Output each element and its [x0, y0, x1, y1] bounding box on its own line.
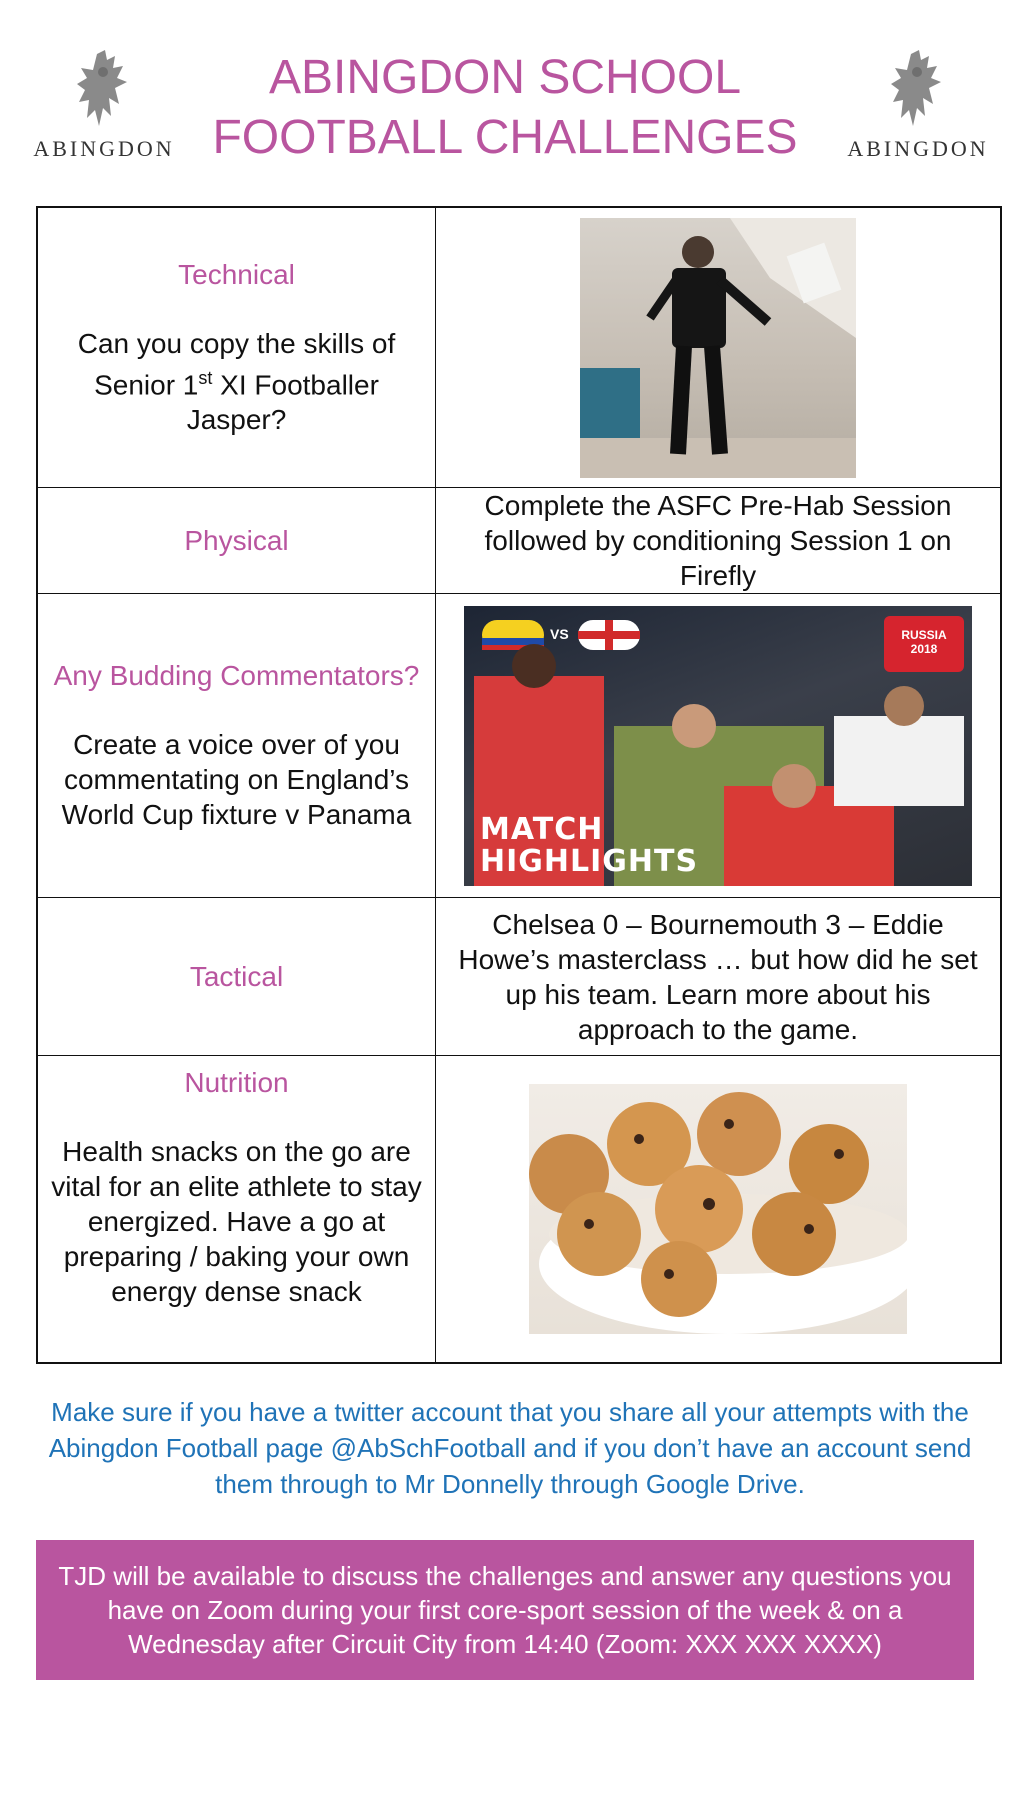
technical-description: Can you copy the skills of Senior 1st XI Footballer Jasper?: [77, 327, 396, 436]
title-line-2: FOOTBALL CHALLENGES: [212, 111, 798, 164]
physical-cell: [38, 488, 436, 594]
challenges-table: [36, 206, 1002, 1364]
zoom-info-text: TJD will be available to discuss the challenges and answer any questions you have on Zoom during your first core-sport session of the week & on a Wednesday after Circuit City from 14:40 (Zoom: XXX XXX XXXX): [58, 1561, 952, 1659]
commentators-description: Create a voice over of you commentating on England’s World Cup fixture v Panama: [61, 729, 412, 830]
energy-balls-photo: [529, 1084, 907, 1334]
title-line-1: ABINGDON SCHOOL: [268, 51, 742, 104]
category-tactical: Tactical: [189, 960, 284, 992]
griffin-crest-icon: [883, 48, 953, 134]
vs-label: VS: [550, 625, 569, 642]
commentators-cell: [38, 594, 436, 898]
nutrition-image-cell: [436, 1056, 1000, 1362]
logo-text: ABINGDON: [33, 136, 175, 161]
tactical-cell: [38, 898, 436, 1056]
twitter-note: Make sure if you have a twitter account that you share all your attempts with the Abingdon Football page @AbSchFootball and if you don’t have an account send them through to Mr Donnelly through Google Drive.: [48, 1397, 972, 1499]
tactical-detail-cell: [436, 898, 1000, 1056]
technical-image-cell: [436, 208, 1000, 488]
physical-detail-cell: [436, 488, 1000, 594]
nutrition-cell: [38, 1056, 436, 1362]
category-physical: Physical: [184, 524, 289, 556]
category-nutrition: Nutrition: [184, 1067, 289, 1098]
technical-cell: [38, 208, 436, 488]
nutrition-description: Health snacks on the go are vital for an elite athlete to stay energized. Have a go at preparing / baking your own energy dense snack: [51, 1136, 422, 1307]
jasper-skills-photo: [580, 218, 856, 478]
match-highlights-photo: [464, 606, 972, 886]
griffin-crest-icon: [69, 48, 139, 134]
category-technical: Technical: [178, 258, 295, 290]
abingdon-logo-right: [828, 48, 1008, 162]
physical-detail: Complete the ASFC Pre-Hab Session followed by conditioning Session 1 on Firefly: [484, 490, 952, 591]
zoom-info-banner: [36, 1540, 974, 1680]
abingdon-logo-left: [14, 48, 194, 162]
logo-text: ABINGDON: [847, 136, 989, 161]
world-cup-badge: RUSSIA 2018: [901, 627, 947, 656]
category-commentators: Any Budding Commentators?: [53, 660, 420, 691]
tactical-detail: Chelsea 0 – Bournemouth 3 – Eddie Howe’s masterclass … but how did he set up his team. Learn more about his approach to the game.: [458, 908, 978, 1045]
match-highlights-caption: MATCH HIGHLIGHTS: [480, 811, 699, 879]
commentators-image-cell: [436, 594, 1000, 898]
page-title: [190, 48, 820, 168]
